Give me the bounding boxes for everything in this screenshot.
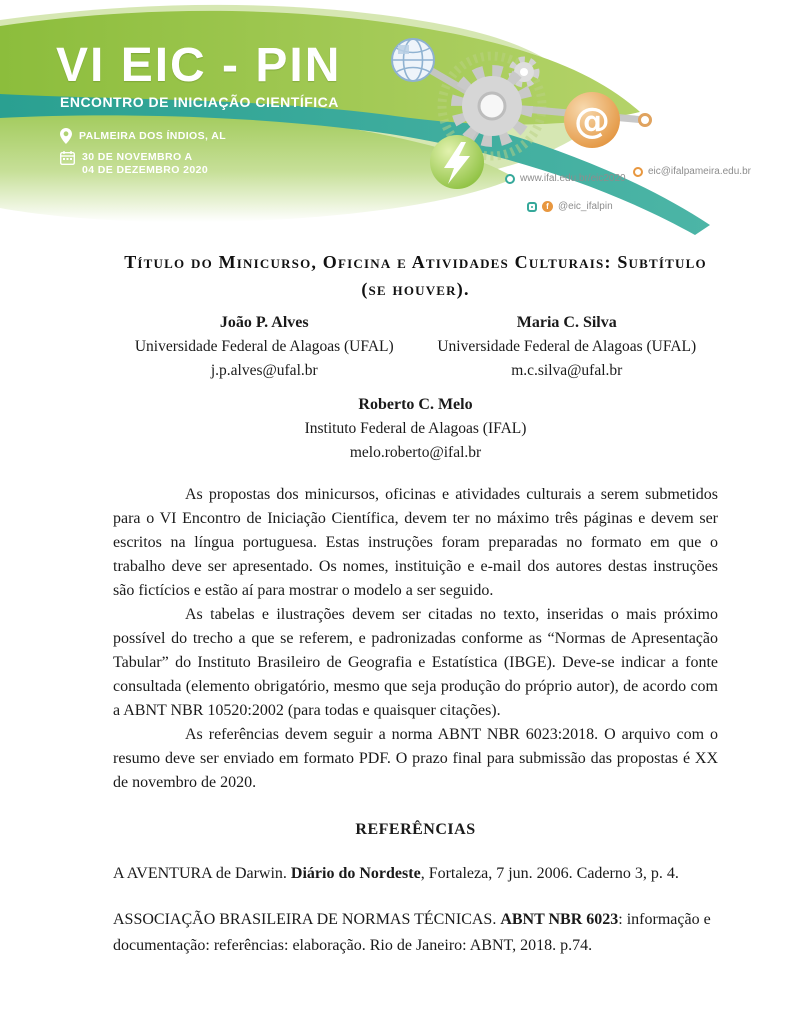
lightning-icon	[430, 135, 484, 189]
reference-text: ASSOCIAÇÃO BRASILEIRA DE NORMAS TÉCNICAS.	[113, 911, 501, 928]
website-url: www.ifal.edu.br/eic2020	[520, 173, 626, 184]
globe-icon	[392, 39, 434, 81]
author-name: Maria C. Silva	[516, 314, 617, 331]
event-location-row	[60, 128, 226, 144]
author-block	[113, 393, 718, 465]
banner-wave-art	[0, 0, 794, 235]
author-email: m.c.silva@ufal.br	[511, 362, 623, 379]
event-title: VI EIC - PIN	[56, 39, 342, 92]
body-paragraph: As tabelas e ilustrações devem ser citadas no texto, inseridas o mais próximo possível do trecho a que se referem, e padronizadas conforme as “Normas de Apresentação Tabular” do Instituto Brasileiro de Geografia e Estatística (IBGE). Deve-se indicar a fonte consultada (elemento obrigatório, mesmo que seja produção do próprio autor), de acordo com a ABNT NBR 10520:2002 (para todas e quaisquer citações).	[113, 606, 718, 719]
connector-node	[640, 115, 651, 126]
author-affiliation: Instituto Federal de Alagoas (IFAL)	[304, 420, 527, 437]
paper-content	[0, 249, 794, 959]
reference-source: Diário do Nordeste	[290, 865, 421, 882]
website-icon	[505, 174, 515, 184]
event-subtitle: ENCONTRO DE INICIAÇÃO CIENTÍFICA	[60, 94, 339, 110]
event-dates	[82, 151, 208, 177]
email-row	[633, 166, 751, 177]
svg-text:@: @	[574, 101, 610, 142]
email-address: eic@ifalpameira.edu.br	[648, 166, 751, 177]
author-email: melo.roberto@ifal.br	[349, 444, 482, 461]
paper-title: Título do Minicurso, Oficina e Atividades Culturais: Subtítulo (se houver).	[124, 252, 707, 299]
reference-item	[113, 861, 718, 887]
event-location: PALMEIRA DOS ÍNDIOS, AL	[79, 130, 227, 142]
at-symbol-icon	[564, 92, 620, 148]
author-affiliation: Universidade Federal de Alagoas (UFAL)	[437, 338, 697, 355]
reference-source: ABNT NBR 6023	[500, 911, 619, 928]
facebook-icon: f	[542, 201, 553, 212]
location-pin-icon	[60, 128, 72, 144]
references-heading: REFERÊNCIAS	[355, 821, 476, 838]
body-paragraph: As propostas dos minicursos, oficinas e atividades culturais a serem submetidos para o VI Encontro de Iniciação Científica, devem ter no máximo três páginas e devem ser escritos na língua portuguesa. Estas instruções foram preparadas no formato em que o trabalho deve ser apresentado. Os nomes, instituição e e-mail dos autores destas instruções são fictícios e estão aí para mostrar o modelo a ser seguido.	[113, 486, 718, 599]
author-block	[113, 311, 416, 383]
event-date-line1: 30 DE NOVEMBRO A	[82, 151, 193, 163]
event-banner	[0, 0, 794, 235]
reference-text: : informação e documentação: referências: elaboração. Rio de Janeiro: ABNT, 2018. p.74.	[113, 911, 711, 954]
author-block	[416, 311, 719, 383]
author-name: Roberto C. Melo	[358, 396, 473, 413]
body-paragraph: As referências devem seguir a norma ABNT NBR 6023:2018. O arquivo com o resumo deve ser enviado em formato PDF. O prazo final para submissão das propostas é XX de novembro de 2020.	[113, 726, 718, 791]
email-icon	[633, 167, 643, 177]
social-handle: @eic_ifalpin	[558, 201, 613, 212]
reference-text: , Fortaleza, 7 jun. 2006. Caderno 3, p. 4.	[420, 865, 679, 882]
instagram-icon	[527, 202, 537, 212]
social-row	[527, 201, 613, 212]
author-email: j.p.alves@ufal.br	[210, 362, 318, 379]
event-dates-row	[60, 151, 208, 177]
event-date-line2: 04 DE DEZEMBRO 2020	[82, 164, 209, 177]
reference-item	[113, 907, 718, 959]
authors-row	[113, 311, 718, 383]
calendar-icon	[60, 151, 75, 165]
author-affiliation: Universidade Federal de Alagoas (UFAL)	[134, 338, 394, 355]
gear-icon	[458, 72, 526, 140]
website-row	[505, 173, 626, 184]
author-name: João P. Alves	[219, 314, 309, 331]
reference-text: A AVENTURA de Darwin.	[113, 865, 291, 882]
